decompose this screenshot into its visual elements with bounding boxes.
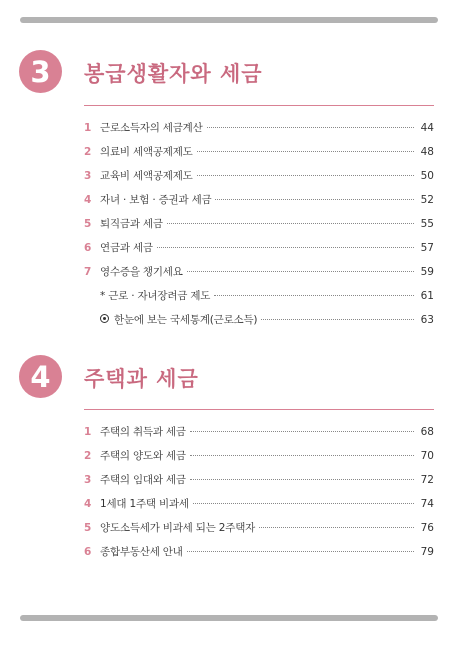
chapter-title: 봉급생활자와 세금 xyxy=(84,62,263,86)
toc-item-number: 5 xyxy=(84,218,92,230)
toc-item-number: 3 xyxy=(84,474,92,486)
toc-list xyxy=(84,424,434,568)
toc-item[interactable] xyxy=(84,168,434,192)
toc-item-page: 70 xyxy=(420,450,434,462)
dot-leader xyxy=(157,246,414,248)
toc-item[interactable] xyxy=(84,496,434,520)
dot-leader xyxy=(190,454,414,456)
toc-item-title: 주택의 취득과 세금 xyxy=(100,426,186,438)
toc-item-title: 영수증을 챙기세요 xyxy=(100,266,183,278)
toc-item-title-wrap xyxy=(84,312,257,327)
toc-subitem[interactable] xyxy=(84,312,434,336)
toc-subitem[interactable] xyxy=(84,288,434,312)
toc-item-number: 7 xyxy=(84,266,92,278)
toc-item-page: 57 xyxy=(420,242,434,254)
bottom-decorative-bar xyxy=(20,615,438,621)
toc-item-page: 68 xyxy=(420,426,434,438)
toc-item[interactable] xyxy=(84,144,434,168)
chapter-title: 주택과 세금 xyxy=(84,367,199,391)
dot-leader xyxy=(261,318,414,320)
toc-item-number: 4 xyxy=(84,194,92,206)
toc-item-page: 76 xyxy=(420,522,434,534)
dot-leader xyxy=(259,526,414,528)
dot-leader xyxy=(215,198,414,200)
toc-item-title: * 근로 · 자녀장려금 제도 xyxy=(100,290,211,302)
toc-item-page: 61 xyxy=(420,290,434,302)
toc-list xyxy=(84,120,434,336)
chapter-divider xyxy=(84,105,434,106)
chapter-number-badge: 3 xyxy=(19,50,62,93)
dot-leader xyxy=(193,502,414,504)
dot-leader xyxy=(197,174,414,176)
top-decorative-bar xyxy=(20,17,438,23)
toc-item-title: 근로소득자의 세금계산 xyxy=(100,122,203,134)
toc-item-page: 52 xyxy=(420,194,434,206)
toc-item[interactable] xyxy=(84,544,434,568)
dot-leader xyxy=(187,270,414,272)
chapter-divider xyxy=(84,409,434,410)
toc-item[interactable] xyxy=(84,240,434,264)
toc-item-title: 주택의 임대와 세금 xyxy=(100,474,186,486)
toc-item-number: 6 xyxy=(84,242,92,254)
toc-item-page: 79 xyxy=(420,546,434,558)
toc-item-number: 4 xyxy=(84,498,92,510)
toc-item-page: 44 xyxy=(420,122,434,134)
dot-leader xyxy=(190,478,414,480)
toc-item-title: 의료비 세액공제제도 xyxy=(100,146,193,158)
toc-item-number: 5 xyxy=(84,522,92,534)
toc-item-title: 1세대 1주택 비과세 xyxy=(100,498,189,510)
toc-item-number: 3 xyxy=(84,170,92,182)
toc-item-title: 한눈에 보는 국세통계(근로소득) xyxy=(114,314,258,326)
toc-item-number: 2 xyxy=(84,146,92,158)
toc-item-page: 55 xyxy=(420,218,434,230)
toc-item-page: 63 xyxy=(420,314,434,326)
toc-item-page: 48 xyxy=(420,146,434,158)
toc-item-page: 59 xyxy=(420,266,434,278)
toc-item-title: 양도소득세가 비과세 되는 2주택자 xyxy=(100,522,256,534)
toc-item-title: 연금과 세금 xyxy=(100,242,153,254)
toc-item-page: 50 xyxy=(420,170,434,182)
toc-item-number: 1 xyxy=(84,426,92,438)
dot-leader xyxy=(190,430,414,432)
dot-leader xyxy=(197,150,414,152)
chapter-number-badge: 4 xyxy=(19,355,62,398)
toc-item[interactable] xyxy=(84,424,434,448)
toc-item[interactable] xyxy=(84,264,434,288)
circle-bullet-icon xyxy=(100,314,109,323)
toc-item[interactable] xyxy=(84,192,434,216)
toc-item-title: 자녀 · 보험 · 증권과 세금 xyxy=(100,194,212,206)
dot-leader xyxy=(167,222,414,224)
toc-item[interactable] xyxy=(84,472,434,496)
dot-leader xyxy=(187,550,414,552)
toc-item-title: 퇴직금과 세금 xyxy=(100,218,163,230)
dot-leader xyxy=(207,126,414,128)
toc-item[interactable] xyxy=(84,216,434,240)
toc-item-title: 교육비 세액공제제도 xyxy=(100,170,193,182)
toc-item-number: 6 xyxy=(84,546,92,558)
toc-item-page: 74 xyxy=(420,498,434,510)
dot-leader xyxy=(214,294,414,296)
toc-item-number: 2 xyxy=(84,450,92,462)
toc-item[interactable] xyxy=(84,120,434,144)
toc-item-title: 종합부동산세 안내 xyxy=(100,546,183,558)
toc-item[interactable] xyxy=(84,520,434,544)
toc-item-page: 72 xyxy=(420,474,434,486)
toc-item-number: 1 xyxy=(84,122,92,134)
toc-item-title: 주택의 양도와 세금 xyxy=(100,450,186,462)
toc-item[interactable] xyxy=(84,448,434,472)
